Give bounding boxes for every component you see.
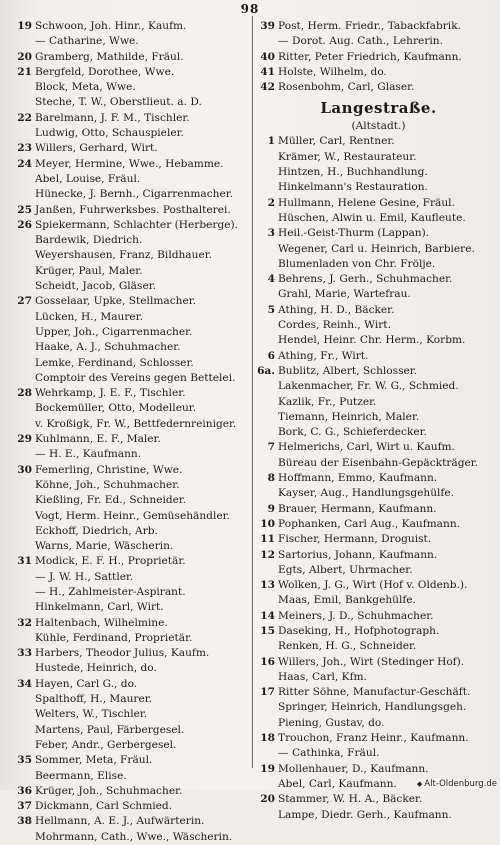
resident-entry: Eckhoff, Diedrich, Arb. xyxy=(35,524,158,537)
house-number: 21 xyxy=(17,65,32,78)
resident-entry: Gosselaar, Upke, Stellmacher. xyxy=(35,295,196,308)
resident-entry: Müller, Carl, Rentner. xyxy=(278,135,395,148)
left-column xyxy=(14,19,254,845)
directory-entry xyxy=(14,631,254,646)
directory-entry xyxy=(257,80,500,95)
directory-entry xyxy=(257,242,500,257)
directory-entry xyxy=(14,187,254,202)
house-number: 15 xyxy=(260,624,275,637)
house-number: 20 xyxy=(17,50,32,63)
directory-entry xyxy=(257,655,500,670)
directory-entry xyxy=(257,196,500,211)
house-number: 10 xyxy=(260,517,275,530)
resident-entry: Scheidt, Jacob, Gläser. xyxy=(35,280,156,293)
resident-entry: Bergfeld, Dorothee, Wwe. xyxy=(35,65,175,78)
resident-entry: — J. W. H., Sattler. xyxy=(35,570,134,583)
directory-entry xyxy=(14,65,254,80)
resident-entry: Janßen, Fuhrwerksbes. Posthalterei. xyxy=(35,203,231,216)
resident-entry: Sommer, Meta, Fräul. xyxy=(35,754,153,767)
directory-entry xyxy=(257,700,500,715)
resident-entry: Bublitz, Albert, Schlosser. xyxy=(278,364,418,377)
directory-entry xyxy=(14,677,254,692)
resident-entry: Lücken, H., Maurer. xyxy=(35,310,143,323)
resident-entry: Holste, Wilhelm, do. xyxy=(278,65,387,78)
house-number: 23 xyxy=(17,142,32,155)
resident-entry: Gramberg, Mathilde, Fräul. xyxy=(35,50,184,63)
house-number: 42 xyxy=(260,81,275,94)
house-number: 17 xyxy=(260,686,275,699)
resident-entry: Martens, Paul, Färbergesel. xyxy=(35,723,185,736)
directory-entry xyxy=(14,233,254,248)
directory-entry xyxy=(14,172,254,187)
resident-entry: Post, Herm. Friedr., Tabackfabrik. xyxy=(278,20,461,32)
directory-entry xyxy=(14,814,254,829)
resident-entry: Egts, Albert, Uhrmacher. xyxy=(278,563,413,576)
directory-entry xyxy=(14,325,254,340)
page-number: 98 xyxy=(240,2,260,16)
directory-entry xyxy=(14,50,254,65)
directory-entry xyxy=(14,356,254,371)
directory-entry xyxy=(14,294,254,309)
house-number: 40 xyxy=(260,50,275,63)
directory-entry xyxy=(257,272,500,287)
right-column-bottom-entries xyxy=(257,134,500,822)
resident-entry: Ludwig, Otto, Schauspieler. xyxy=(35,127,184,140)
resident-entry: Femerling, Christine, Wwe. xyxy=(35,463,183,476)
house-number: 27 xyxy=(17,295,32,308)
directory-entry xyxy=(257,134,500,149)
directory-entry xyxy=(14,340,254,355)
directory-entry xyxy=(14,799,254,814)
resident-entry: Lampe, Diedr. Gerh., Kaufmann. xyxy=(278,808,452,821)
resident-entry: Ritter Söhne, Manufactur-Geschäft. xyxy=(278,686,471,699)
watermark-logo-icon: ◆ xyxy=(416,780,423,788)
house-number: 25 xyxy=(17,203,32,216)
directory-entry xyxy=(14,524,254,539)
directory-entry xyxy=(14,386,254,401)
resident-entry: Rosenbohm, Carl, Glaser. xyxy=(278,81,415,94)
directory-entry xyxy=(257,318,500,333)
resident-entry: Kießling, Fr. Ed., Schneider. xyxy=(35,494,187,507)
resident-entry: Tiemann, Heinrich, Maler. xyxy=(278,410,420,423)
directory-entry xyxy=(14,111,254,126)
directory-entry xyxy=(14,264,254,279)
resident-entry: Steche, T. W., Oberstlieut. a. D. xyxy=(35,96,202,109)
resident-entry: Willers, Gerhard, Wirt. xyxy=(35,142,158,155)
directory-entry xyxy=(257,257,500,272)
resident-entry: Wolken, J. G., Wirt (Hof v. Oldenb.). xyxy=(278,579,468,592)
resident-entry: Hinkelmann's Restauration. xyxy=(278,181,428,194)
house-number: 4 xyxy=(267,273,275,286)
house-number: 20 xyxy=(260,793,275,806)
house-number: 41 xyxy=(260,65,275,78)
resident-entry: Feber, Andr., Gerbergesel. xyxy=(35,738,177,751)
resident-entry: Hellmann, A. E. J., Aufwärterin. xyxy=(35,815,205,828)
house-number: 26 xyxy=(17,218,32,231)
directory-entry xyxy=(14,203,254,218)
directory-entry xyxy=(257,226,500,241)
resident-entry: Hünecke, J. Bernh., Cigarrenmacher. xyxy=(35,188,234,201)
resident-entry: Hüschen, Alwin u. Emil, Kaufleute. xyxy=(278,211,466,224)
resident-entry: Spiekermann, Schlachter (Herberge). xyxy=(35,218,238,231)
directory-entry xyxy=(14,432,254,447)
street-heading: Langestraße. xyxy=(320,99,437,118)
directory-entry xyxy=(14,493,254,508)
resident-entry: Maas, Emil, Bankgehülfe. xyxy=(278,594,416,607)
directory-entry xyxy=(257,211,500,226)
directory-entry xyxy=(257,792,500,807)
resident-entry: Welters, W., Tischler. xyxy=(35,708,148,721)
directory-entry xyxy=(14,830,254,845)
directory-entry xyxy=(257,593,500,608)
directory-entry xyxy=(257,685,500,700)
resident-entry: Mollenhauer, D., Kaufmann. xyxy=(278,762,429,775)
resident-entry: — Catharine, Wwe. xyxy=(35,35,139,48)
street-subheading: (Altstadt.) xyxy=(351,120,406,133)
house-number: 28 xyxy=(17,387,32,400)
directory-entry xyxy=(257,333,500,348)
resident-entry: Krüger, Joh., Schuhmacher. xyxy=(35,784,183,797)
directory-entry xyxy=(14,417,254,432)
house-number: 8 xyxy=(267,472,275,485)
house-number: 6 xyxy=(267,349,275,362)
resident-entry: Trouchon, Franz Heinr., Kaufmann. xyxy=(278,732,469,745)
directory-entry xyxy=(257,50,500,65)
directory-entry xyxy=(14,478,254,493)
directory-entry xyxy=(257,440,500,455)
directory-entry xyxy=(14,554,254,569)
directory-entry xyxy=(14,769,254,784)
house-number: 31 xyxy=(17,555,32,568)
resident-entry: Pophanken, Carl Aug., Kaufmann. xyxy=(278,517,461,530)
resident-entry: Mohrmann, Cath., Wwe., Wäscherin. xyxy=(35,830,233,843)
house-number: 33 xyxy=(17,647,32,660)
resident-entry: Abel, Carl, Kaufmann. xyxy=(278,777,397,790)
resident-entry: Comptoir des Vereins gegen Bettelei. xyxy=(35,371,236,384)
directory-entry xyxy=(257,287,500,302)
directory-entry xyxy=(257,670,500,685)
resident-entry: Schwoon, Joh. Hinr., Kaufm. xyxy=(35,20,187,32)
resident-entry: Behrens, J. Gerh., Schuhmacher. xyxy=(278,273,453,286)
directory-entry xyxy=(257,762,500,777)
resident-entry: Vogt, Herm. Heinr., Gemüsehändler. xyxy=(35,509,230,522)
directory-entry xyxy=(14,19,254,34)
directory-entry xyxy=(14,141,254,156)
resident-entry: Heil.-Geist-Thurm (Lappan). xyxy=(278,227,430,240)
resident-entry: Block, Meta, Wwe. xyxy=(35,81,136,94)
resident-entry: Athing, Fr., Wirt. xyxy=(278,349,369,362)
house-number: 34 xyxy=(17,677,32,690)
directory-entry xyxy=(257,624,500,639)
house-number: 12 xyxy=(260,548,275,561)
resident-entry: Haake, A. J., Schuhmacher. xyxy=(35,341,181,354)
directory-entry xyxy=(257,502,500,517)
house-number: 36 xyxy=(17,784,32,797)
resident-entry: Hayen, Carl G., do. xyxy=(35,677,138,690)
resident-entry: Bockemüller, Otto, Modelleur. xyxy=(35,402,197,415)
watermark xyxy=(416,779,498,789)
resident-entry: Springer, Heinrich, Handlungsgeh. xyxy=(278,701,467,714)
resident-entry: Köhne, Joh., Schuhmacher. xyxy=(35,478,180,491)
directory-entry xyxy=(14,646,254,661)
directory-entry xyxy=(14,723,254,738)
resident-entry: Lemke, Ferdinand, Schlosser. xyxy=(35,356,194,369)
directory-entry xyxy=(257,19,500,34)
resident-entry: Brauer, Hermann, Kaufmann. xyxy=(278,502,437,515)
directory-entry xyxy=(257,731,500,746)
resident-entry: Meyer, Hermine, Wwe., Hebamme. xyxy=(35,157,224,170)
resident-entry: Bork, C. G., Schieferdecker. xyxy=(278,426,427,439)
house-number: 3 xyxy=(267,227,275,240)
house-number: 14 xyxy=(260,609,275,622)
resident-entry: Wegener, Carl u. Heinrich, Barbiere. xyxy=(278,242,475,255)
directory-entry xyxy=(257,379,500,394)
directory-entry xyxy=(14,80,254,95)
directory-entry xyxy=(257,180,500,195)
house-number: 35 xyxy=(17,754,32,767)
directory-entry xyxy=(14,34,254,49)
directory-entry xyxy=(257,532,500,547)
resident-entry: Ritter, Peter Friedrich, Kaufmann. xyxy=(278,50,462,63)
directory-entry xyxy=(257,716,500,731)
house-number: 7 xyxy=(267,441,275,454)
directory-entry xyxy=(257,165,500,180)
directory-entry xyxy=(257,410,500,425)
resident-entry: Lakenmacher, Fr. W. G., Schmied. xyxy=(278,380,459,393)
house-number: 2 xyxy=(267,196,275,209)
resident-entry: Hinkelmann, Carl, Wirt. xyxy=(35,601,164,614)
directory-entry xyxy=(257,349,500,364)
resident-entry: Hintzen, H., Buchhandlung. xyxy=(278,166,428,179)
resident-entry: Daseking, H., Hofphotograph. xyxy=(278,624,440,637)
resident-entry: Grahl, Marie, Wartefrau. xyxy=(278,288,411,301)
resident-entry: Meiners, J. D., Schuhmacher. xyxy=(278,609,434,622)
directory-entry xyxy=(257,65,500,80)
directory-entry xyxy=(257,425,500,440)
resident-entry: Wehrkamp, J. E. F., Tischler. xyxy=(35,387,186,400)
directory-entry xyxy=(14,692,254,707)
resident-entry: Büreau der Eisenbahn-Gepäckträger. xyxy=(278,456,479,469)
house-number: 13 xyxy=(260,579,275,592)
resident-entry: Haas, Carl, Kfm. xyxy=(278,670,367,683)
directory-entry xyxy=(14,753,254,768)
house-number: 24 xyxy=(17,157,32,170)
house-number: 18 xyxy=(260,732,275,745)
resident-entry: Sartorius, Johann, Kaufmann. xyxy=(278,548,438,561)
directory-entry xyxy=(14,218,254,233)
resident-entry: — H., Zahlmeister-Aspirant. xyxy=(35,585,186,598)
house-number: 1 xyxy=(267,135,275,148)
house-number: 38 xyxy=(17,815,32,828)
resident-entry: Athing, H. D., Bäcker. xyxy=(278,303,395,316)
resident-entry: Beermann, Elise. xyxy=(35,769,127,782)
directory-entry xyxy=(257,395,500,410)
house-number: 30 xyxy=(17,463,32,476)
resident-entry: Dickmann, Carl Schmied. xyxy=(35,800,173,813)
directory-entry xyxy=(14,248,254,263)
directory-entry xyxy=(14,509,254,524)
resident-entry: — Cathinka, Fräul. xyxy=(278,747,380,760)
directory-entry xyxy=(14,539,254,554)
house-number: 39 xyxy=(260,20,275,32)
resident-entry: Piening, Gustav, do. xyxy=(278,716,385,729)
directory-entry xyxy=(14,600,254,615)
house-number: 9 xyxy=(267,502,275,515)
house-number: 19 xyxy=(17,20,32,32)
resident-entry: Hendel, Heinr. Chr. Herm., Korbm. xyxy=(278,334,466,347)
resident-entry: Willers, Joh., Wirt (Stedinger Hof). xyxy=(278,655,465,668)
directory-entry xyxy=(257,548,500,563)
resident-entry: Kuhlmann, E. F., Maler. xyxy=(35,433,161,446)
directory-entry xyxy=(14,738,254,753)
directory-entry xyxy=(14,95,254,110)
directory-entry xyxy=(257,303,500,318)
resident-entry: Barelmann, J. F. M., Tischler. xyxy=(35,111,190,124)
resident-entry: Hoffmann, Emmo, Kaufmann. xyxy=(278,472,438,485)
resident-entry: Warns, Marie, Wäscherin. xyxy=(35,540,174,553)
resident-entry: Abel, Louise, Fräul. xyxy=(35,172,141,185)
directory-entry xyxy=(14,447,254,462)
resident-entry: Kühle, Ferdinand, Proprietär. xyxy=(35,631,193,644)
directory-entry xyxy=(257,639,500,654)
directory-entry xyxy=(257,486,500,501)
resident-entry: Renken, H. G., Schneider. xyxy=(278,640,417,653)
resident-entry: Stammer, W. H. A., Bäcker. xyxy=(278,793,423,806)
directory-entry xyxy=(14,616,254,631)
directory-entry xyxy=(14,661,254,676)
resident-entry: Spalthoff, H., Maurer. xyxy=(35,693,153,706)
directory-entry xyxy=(257,150,500,165)
directory-entry xyxy=(14,401,254,416)
house-number: 22 xyxy=(17,111,32,124)
directory-entry xyxy=(257,517,500,532)
right-column xyxy=(257,19,500,823)
resident-entry: Haltenbach, Wilhelmine. xyxy=(35,616,168,629)
resident-entry: Helmerichs, Carl, Wirt u. Kaufm. xyxy=(278,441,455,454)
directory-entry xyxy=(257,456,500,471)
resident-entry: Upper, Joh., Cigarrenmacher. xyxy=(35,325,193,338)
directory-entry xyxy=(14,126,254,141)
directory-entry xyxy=(14,157,254,172)
house-number: 19 xyxy=(260,762,275,775)
right-column-top-entries xyxy=(257,19,500,95)
house-number: 37 xyxy=(17,800,32,813)
resident-entry: Fischer, Hermann, Droguist. xyxy=(278,533,432,546)
directory-entry xyxy=(257,471,500,486)
house-number: 29 xyxy=(17,433,32,446)
directory-entry xyxy=(257,609,500,624)
resident-entry: — H. E., Kaufmann. xyxy=(35,448,142,461)
resident-entry: Modick, E. F. H., Proprietär. xyxy=(35,555,186,568)
directory-entry xyxy=(257,578,500,593)
directory-entry xyxy=(257,364,500,379)
house-number: 5 xyxy=(267,303,275,316)
house-number: 11 xyxy=(260,533,275,546)
directory-entry xyxy=(14,371,254,386)
directory-entry xyxy=(14,784,254,799)
resident-entry: Blumenladen von Chr. Frölje. xyxy=(278,257,436,270)
resident-entry: Hustede, Heinrich, do. xyxy=(35,662,157,675)
resident-entry: Kazlik, Fr., Putzer. xyxy=(278,395,377,408)
directory-entry xyxy=(257,746,500,761)
directory-entry xyxy=(257,563,500,578)
directory-entry xyxy=(257,808,500,823)
resident-entry: — Dorot. Aug. Cath., Lehrerin. xyxy=(278,35,443,48)
resident-entry: Harbers, Theodor Julius, Kaufm. xyxy=(35,647,210,660)
directory-entry xyxy=(14,310,254,325)
resident-entry: Kayser, Aug., Handlungsgehülfe. xyxy=(278,487,454,500)
resident-entry: Krüger, Paul, Maler. xyxy=(35,264,143,277)
directory-entry xyxy=(14,570,254,585)
watermark-text: Alt-Oldenburg.de xyxy=(424,779,497,789)
resident-entry: Cordes, Reinh., Wirt. xyxy=(278,319,391,332)
directory-entry xyxy=(14,585,254,600)
directory-entry xyxy=(14,279,254,294)
resident-entry: Hullmann, Helene Gesine, Fräul. xyxy=(278,196,455,209)
resident-entry: v. Kroßigk, Fr. W., Bettfedernreiniger. xyxy=(35,417,237,430)
resident-entry: Krämer, W., Restaurateur. xyxy=(278,150,417,163)
house-number: 32 xyxy=(17,616,32,629)
directory-entry xyxy=(257,34,500,49)
house-number: 6a. xyxy=(257,364,275,377)
resident-entry: Weyershausen, Franz, Bildhauer. xyxy=(35,249,212,262)
directory-entry xyxy=(14,463,254,478)
directory-entry xyxy=(14,707,254,722)
house-number: 16 xyxy=(260,655,275,668)
resident-entry: Bardewik, Diedrich. xyxy=(35,234,143,247)
